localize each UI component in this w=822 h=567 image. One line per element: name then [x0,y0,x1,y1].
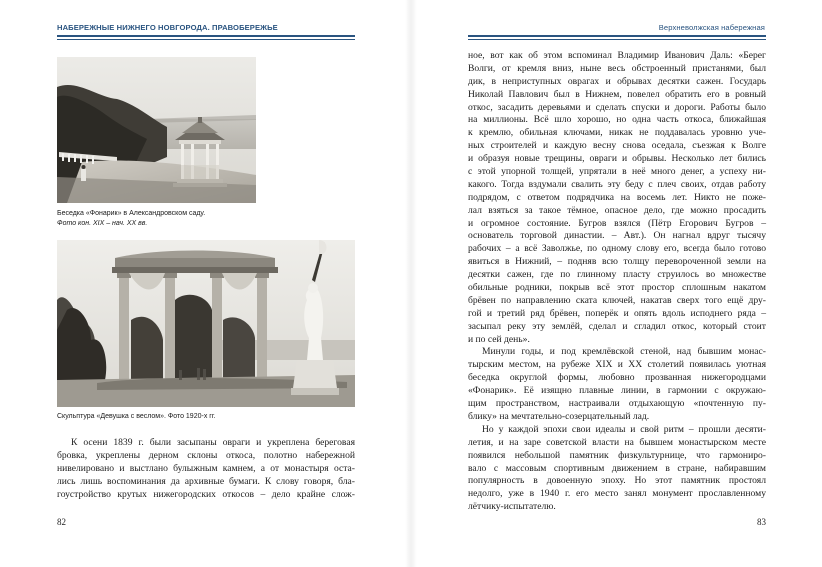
text-line: обильные родники, покрыв всё этот простор сплошным накатом [468,282,766,294]
text-line: тырским местом, на рубеже XIX и XX столетий появилась уютная [468,359,766,371]
text-line: Минули годы, и под кремлёвской стеной, над бывшим монас- [482,346,766,358]
caption-credit: Фото кон. XIX – нач. XX вв. [57,220,148,227]
text-line: откос, засадить деревьями и сделать спуски и дороги. Работы было [468,101,766,113]
text-line: гой и третий ряд брёвен, поперёк и опять вдоль исподнего ряда – [468,307,766,319]
text-line: «Фонарик». Её изящно плавные линии, в гармонии с окружаю- [468,385,766,397]
text-line: недолго, уже в 1940 г. его место занял монумент прославленному [468,488,766,500]
text-line: основатель торговой династии. – Авт.). Он нагнал вдруг тысячу [468,230,766,242]
text-line: какого. Тогда вздумали свалить эту беду с плеч своих, отдав работу [468,178,766,190]
right-body-text [468,50,766,514]
text-line: появился небольшой памятник физкультурнице, что гармониро- [468,449,766,461]
text-line: вало с массовым спортивным движением в стране, набиравшим [468,462,766,474]
text-line: рабочих – а всё Заволжье, по одному слову его, всегда было готово [468,243,766,255]
text-line: ных строителей и каждую весну снова оседала, съезжая к Волге [468,140,766,152]
page-number-right: 83 [757,517,766,527]
text-line: нивелировано и выстлано булыжным камнем, а от монастыря оста- [57,462,355,474]
caption-title: Беседка «Фонарик» в Александровском саду. [57,210,206,217]
header-rule [468,35,766,37]
sculpture-photo-caption [57,412,357,422]
text-line: и огромное состояние. Бугров взялся (Пётр Егорович Бугров – [468,217,766,229]
text-line: с этой упорной толщей, упрятали в неё много денег, а успеху ни- [468,166,766,178]
text-line: на миллионы. Всё шло хорошо, но одна часть откоса, ближайшая [468,114,766,126]
text-line: К осени 1839 г. были засыпаны овраги и укреплена береговая [71,437,355,448]
running-head-left: НАБЕРЕЖНЫЕ НИЖНЕГО НОВГОРОДА. ПРАВОБЕРЕЖЬЕ [57,23,278,32]
text-line: и по сей день». [468,333,530,345]
text-line: лётчику-испытателю. [468,501,556,513]
text-line: Но у каждой эпохи свои идеалы и свой ритм – прошли десяти- [482,423,766,435]
text-line: засыпал реку эту землёй, сделал и сгладил откос, который стоит [468,320,766,332]
text-line: брёвен по направлению ската ключей, накатав сверх того ещё дру- [468,294,766,306]
gazebo-photo-caption [57,209,357,229]
left-body-text [57,437,355,501]
right-page [411,0,822,567]
caption-title: Скульптура «Девушка с веслом». Фото 1920-х гг. [57,413,216,420]
text-line: лал взяться за такое тёмное, опасное дело, где можно просадить [468,204,766,216]
running-head-right: Верхневолжская набережная [658,23,765,32]
text-line: явиться в Нижний, – подняв всю толщу перевороченной земли на [468,256,766,268]
text-line: бровка, укреплены дерном склоны откоса, полотно набережной [57,449,355,461]
text-line: десятки сажен, где по глинному пласту струилось во множестве [468,269,766,281]
header-rule-thin [57,39,355,40]
text-line: и образуя новые трещины, овраги и обрывы. Несколько лет бились [468,153,766,165]
text-line: беседка округлой формы, любовно прозванная нижегородцами [468,372,766,384]
text-line: ное, вот как об этом вспоминал Владимир Иванович Даль: «Берег [468,50,766,61]
gazebo-photo [57,57,256,203]
text-line: подрядом, с ответом подрядчика на восемь лет. Никто не поже- [468,191,766,203]
text-line: блику» на мечтательно-созерцательный лад. [468,410,650,422]
page-number-left: 82 [57,517,66,527]
text-line: лись лишь воспоминания да архивные бумаги. К слову говоря, бла- [57,475,355,487]
text-line: летия, и на заре советской власти на бывшем монастырском месте [468,436,766,448]
text-line: гоустройство крутых нижегородских откосов – дело крайне слож- [57,488,355,500]
header-rule [57,35,355,37]
text-line: дик, в неприступных оврагах и обрывах десятки сажен. Государь [468,75,766,87]
header-rule-thin [468,39,766,40]
text-line: популярность в довоенную эпоху. Но этот памятник простоял [468,475,766,487]
text-line: Волги, от кремля вниз, ныне весь обстроенный пристанями, был [468,62,766,74]
text-line: к кремлю, обильная ключами, никак не поддавалась уровню уче- [468,127,766,139]
sculpture-photo [57,240,355,407]
text-line: Николай Павлович был в Нижнем, повелел обратить его в ровный [468,88,766,100]
text-line: щим пространством, настраивали отдыхающую «почтенную пу- [468,398,766,410]
